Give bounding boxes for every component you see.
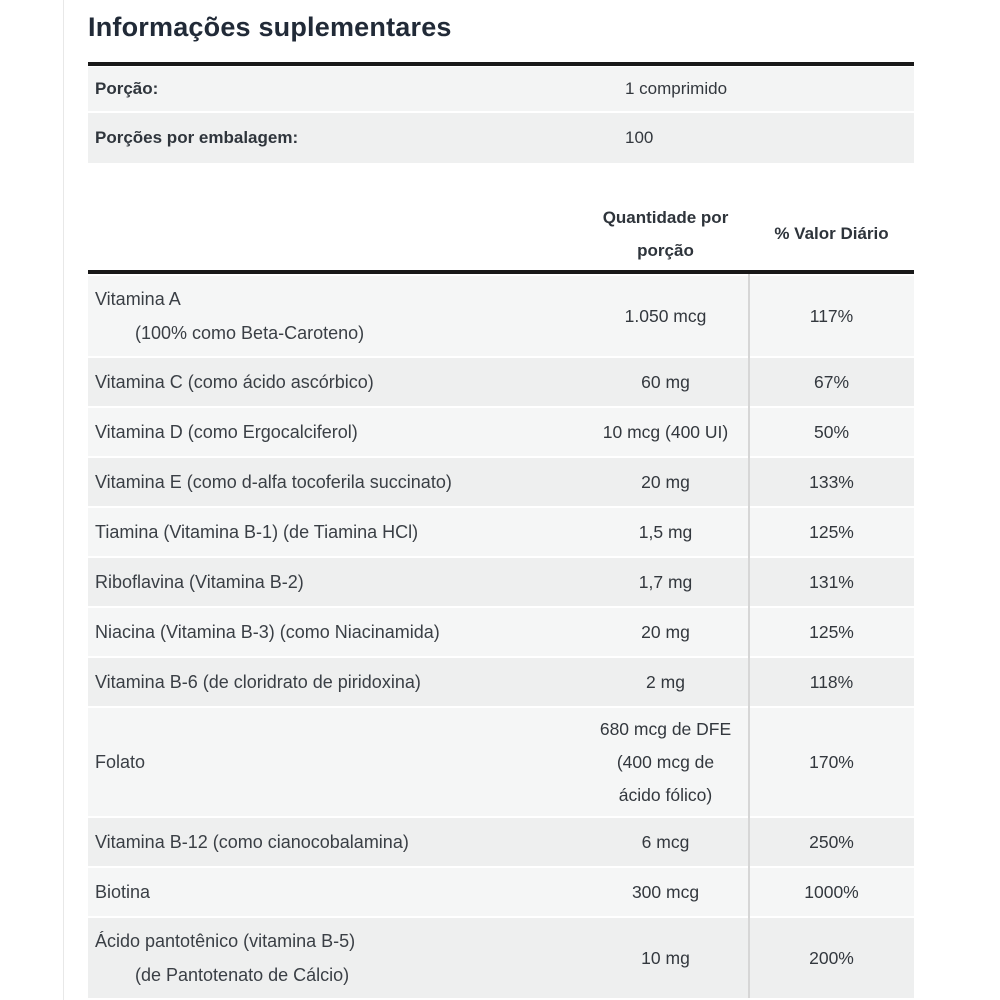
- page-edge-divider: [63, 0, 64, 1000]
- daily-value-cell: 133%: [809, 471, 854, 492]
- amount-cell: [582, 708, 749, 816]
- daily-value-cell: 125%: [809, 521, 854, 542]
- amount-cell: 300 mcg: [631, 881, 700, 902]
- daily-value-cell: 200%: [809, 947, 854, 968]
- servings-per-container-label: Porções por embalagem:: [95, 128, 299, 147]
- title-rule: [88, 62, 914, 66]
- daily-value-cell: 117%: [809, 305, 854, 326]
- amount-cell: 10 mcg (400 UI): [602, 421, 729, 442]
- serving-size-label: Porção:: [95, 79, 159, 98]
- nutrient-name: Vitamina D (como Ergocalciferol): [95, 422, 358, 442]
- nutrient-name: Vitamina E (como d-alfa tocoferila succinato): [95, 472, 452, 492]
- amount-cell: 1.050 mcg: [624, 305, 707, 326]
- table-row-vitamin-c: [88, 358, 914, 406]
- nutrient-name: Vitamina B-6 (de cloridrato de piridoxina): [95, 672, 421, 692]
- nutrient-name: Vitamina A: [95, 289, 181, 309]
- nutrient-name-cell: [88, 458, 582, 506]
- amount-column-header: Quantidade por porção: [602, 208, 729, 260]
- amount-cell: 1,5 mg: [638, 521, 693, 542]
- serving-size-value: 1 comprimido: [625, 79, 728, 98]
- amount-cell: 2 mg: [646, 671, 685, 692]
- table-row-vitamin-b6: [88, 658, 914, 706]
- daily-value-cell: 67%: [813, 371, 850, 392]
- nutrient-name-detail: (100% como Beta-Caroteno): [135, 323, 365, 343]
- nutrient-name-cell: [88, 868, 582, 916]
- table-row-vitamin-a: [88, 276, 914, 356]
- table-row-vitamin-b12: [88, 818, 914, 866]
- nutrient-name: Biotina: [95, 882, 151, 902]
- amount-line: ácido fólico): [618, 784, 713, 805]
- amount-line: (400 mcg de: [616, 751, 715, 772]
- table-row-thiamin: [88, 508, 914, 556]
- daily-value-cell: 250%: [809, 831, 854, 852]
- nutrient-name: Ácido pantotênico (vitamina B-5): [95, 931, 356, 951]
- amount-cell: 10 mg: [641, 947, 690, 968]
- serving-size-row: [88, 67, 914, 111]
- nutrient-table: [88, 276, 914, 1000]
- nutrient-name-cell: [88, 408, 582, 456]
- amount-line: 680 mcg de DFE: [599, 718, 732, 739]
- table-row-pantothenic-acid: [88, 918, 914, 998]
- nutrient-name: Vitamina B-12 (como cianocobalamina): [95, 832, 409, 852]
- header-spacer: [88, 198, 582, 270]
- nutrient-name-cell: [88, 508, 582, 556]
- amount-cell: 60 mg: [641, 371, 690, 392]
- table-row-vitamin-d: [88, 408, 914, 456]
- daily-value-cell: 125%: [809, 621, 854, 642]
- table-header: [88, 198, 914, 270]
- table-row-vitamin-e: [88, 458, 914, 506]
- daily-value-cell: 170%: [809, 751, 854, 772]
- nutrient-name-cell: [88, 358, 582, 406]
- amount-cell: 1,7 mg: [638, 571, 693, 592]
- daily-value-cell: 1000%: [804, 881, 859, 902]
- nutrient-name: Tiamina (Vitamina B-1) (de Tiamina HCl): [95, 522, 419, 542]
- table-row-niacin: [88, 608, 914, 656]
- nutrient-name: Vitamina C (como ácido ascórbico): [95, 372, 374, 392]
- daily-value-cell: 118%: [809, 671, 854, 692]
- amount-cell: 20 mg: [641, 621, 690, 642]
- nutrient-name-cell: [88, 918, 582, 998]
- servings-per-container-value: 100: [625, 128, 654, 147]
- amount-cell: 20 mg: [641, 471, 690, 492]
- nutrient-name-detail: (de Pantotenato de Cálcio): [135, 965, 350, 985]
- table-row-folate: [88, 708, 914, 816]
- nutrient-name: Folato: [95, 752, 146, 772]
- nutrient-name-cell: [88, 818, 582, 866]
- table-top-rule: [88, 270, 914, 274]
- column-divider: [748, 274, 750, 998]
- nutrient-name: Riboflavina (Vitamina B-2): [95, 572, 304, 592]
- nutrient-name-cell: [88, 608, 582, 656]
- daily-value-cell: 131%: [809, 571, 854, 592]
- page-title: Informações suplementares: [88, 12, 452, 42]
- nutrient-name-cell: [88, 708, 582, 816]
- daily-value-cell: 50%: [813, 421, 850, 442]
- nutrient-name-cell: [88, 658, 582, 706]
- supplement-facts-content: [88, 0, 914, 1000]
- nutrient-name-cell: [88, 558, 582, 606]
- nutrient-name: Niacina (Vitamina B-3) (como Niacinamida): [95, 622, 440, 642]
- table-row-biotin: [88, 868, 914, 916]
- servings-per-container-row: [88, 113, 914, 163]
- amount-cell: 6 mcg: [641, 831, 690, 852]
- daily-value-column-header: % Valor Diário: [774, 224, 889, 243]
- nutrient-name-cell: [88, 276, 582, 356]
- table-row-riboflavin: [88, 558, 914, 606]
